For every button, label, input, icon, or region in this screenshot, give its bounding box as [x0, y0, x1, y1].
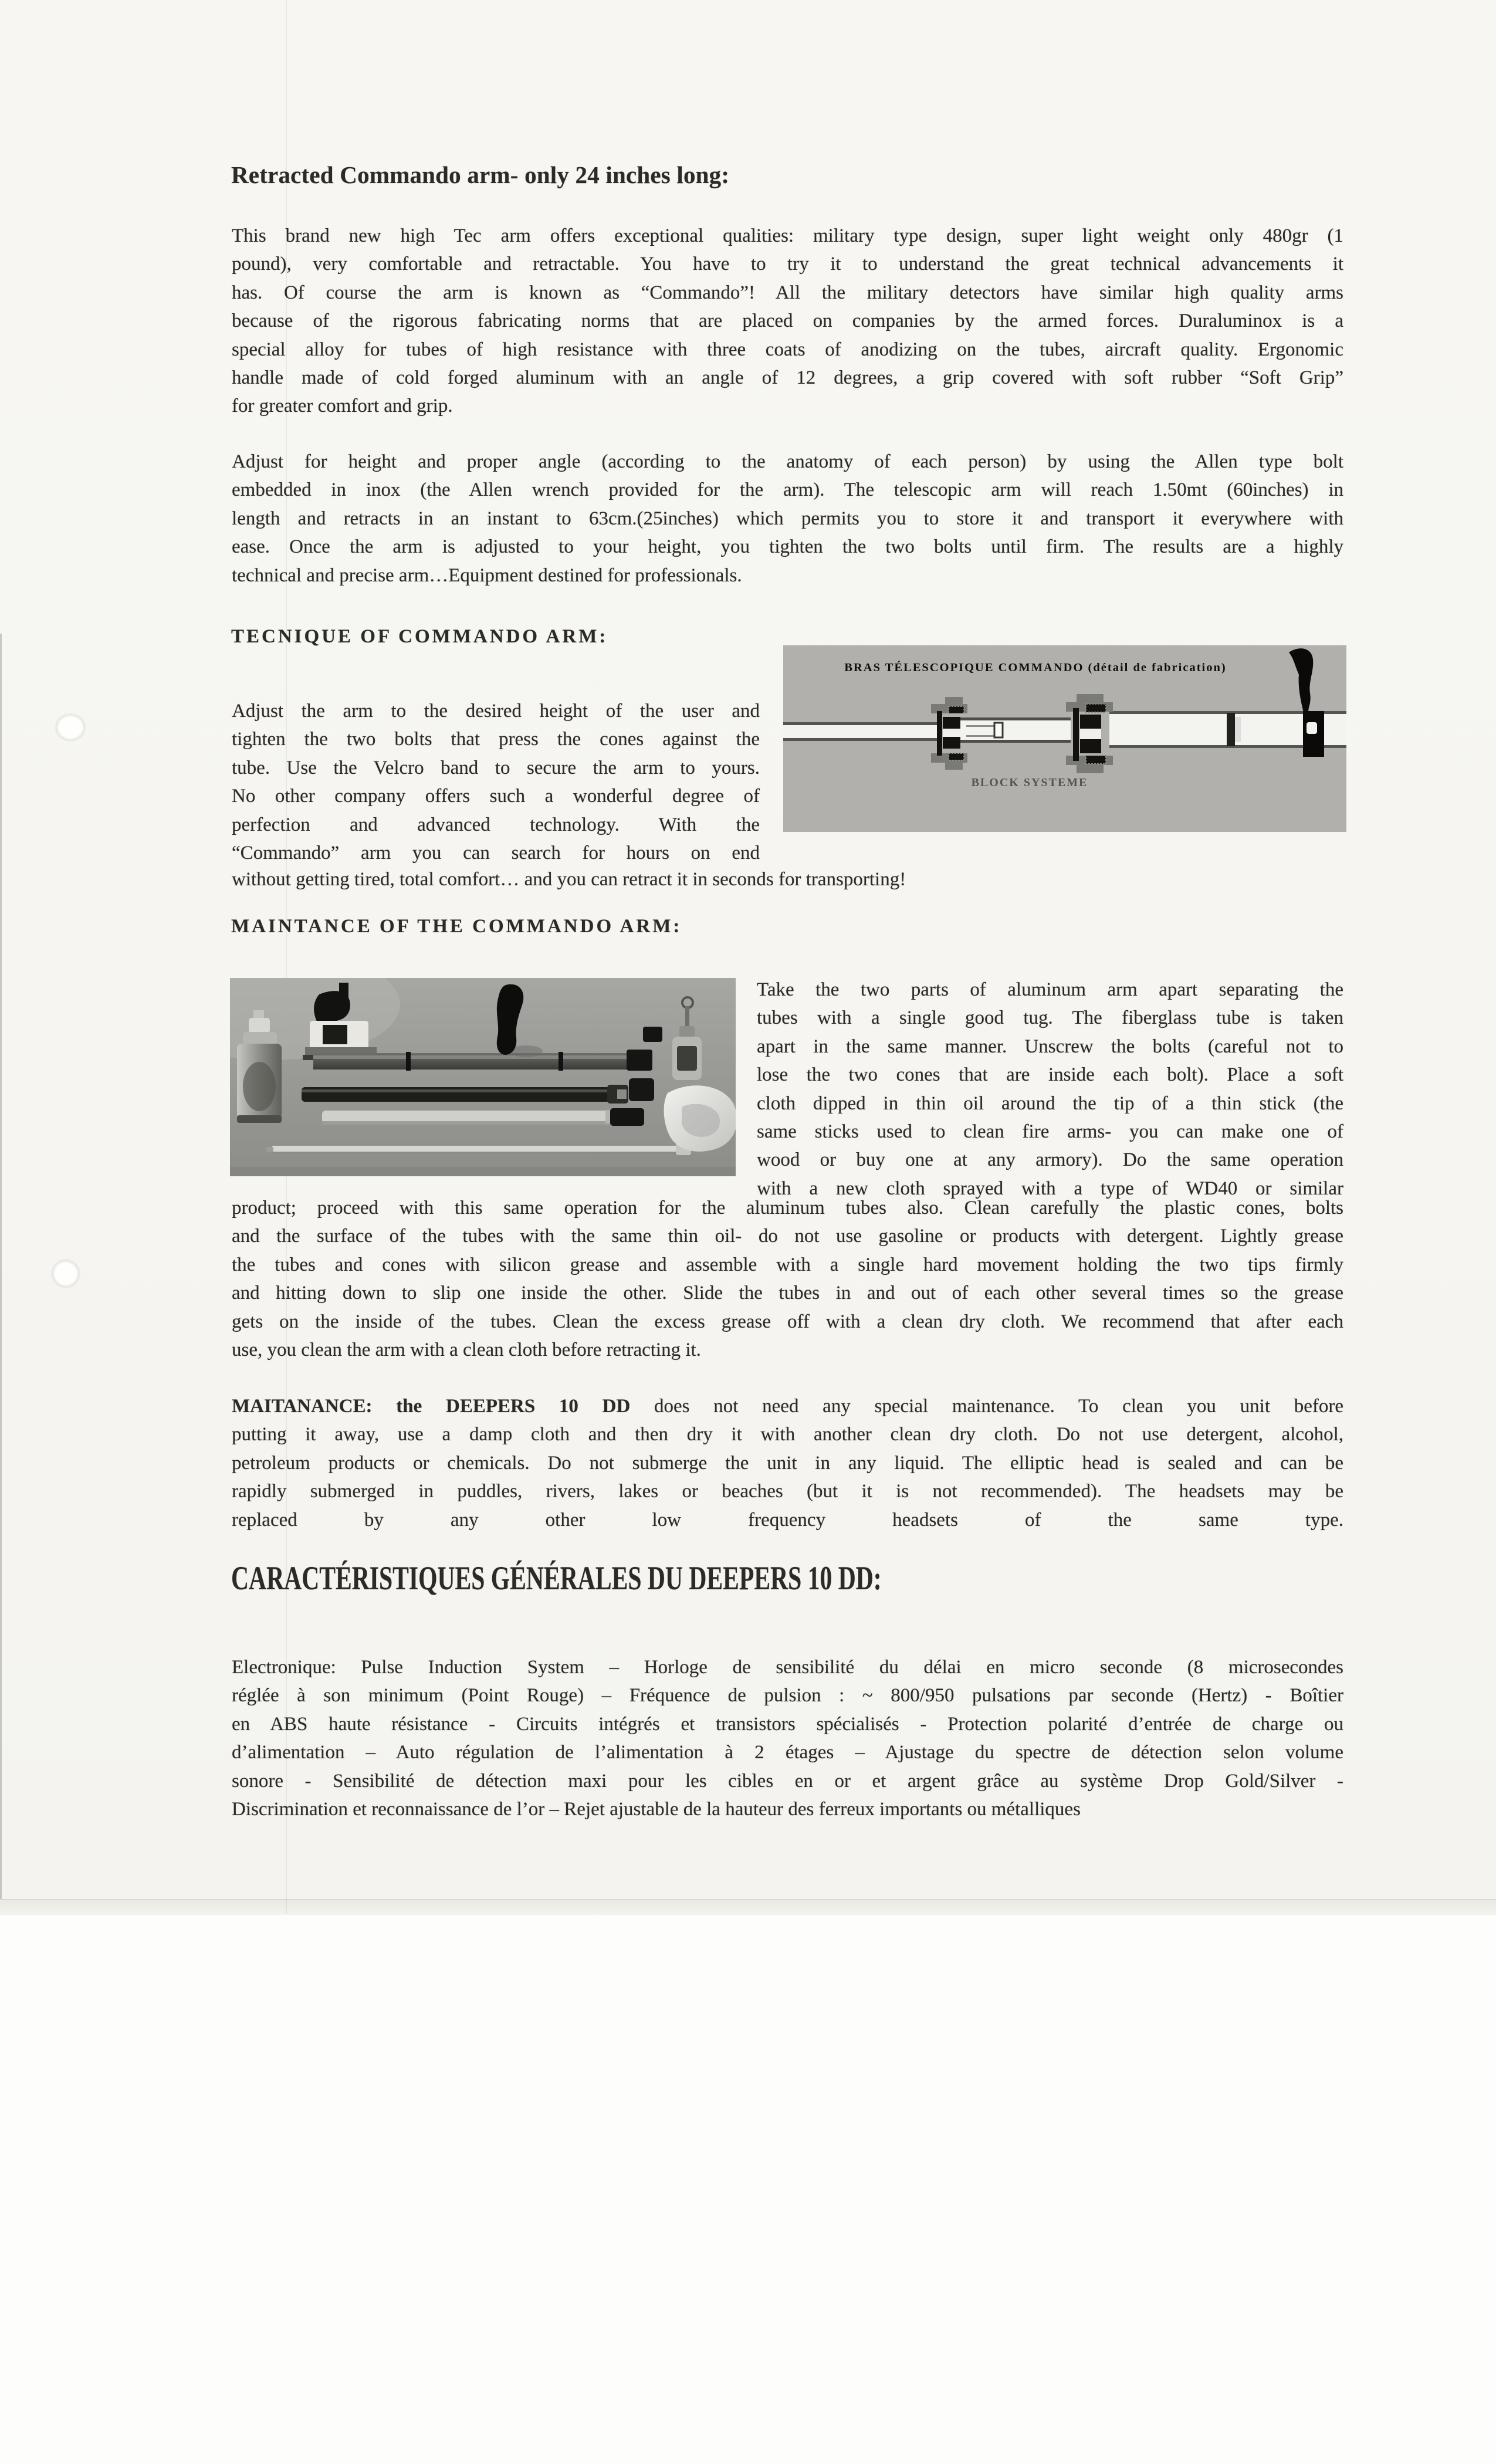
caracteristiques-heading-text: CARACTÉRISTIQUES GÉNÉRALES DU DEEPERS 10 DD:	[231, 1560, 882, 1597]
maintenance-arm-heading: MAINTANCE OF THE COMMANDO ARM:	[231, 916, 682, 937]
text-line: because of the rigorous fabricating norms that are placed on companies by the armed forces. Duraluminox is a	[232, 310, 1343, 332]
text-line: length and retracts in an instant to 63cm.(25inches) which permits you to store it and transport it everywhere with	[232, 507, 1343, 529]
black-tube	[302, 1085, 628, 1104]
text-line: for greater comfort and grip.	[232, 395, 453, 417]
text-line: has. Of course the arm is known as “Commando”! All the military detectors have similar high quality arms	[232, 282, 1343, 303]
text-line: d’alimentation – Auto régulation de l’alimentation à 2 étages – Ajustage du spectre de détection selon volume	[232, 1742, 1343, 1764]
text-line: This brand new high Tec arm offers exceptional qualities: military type design, super light weight only 480gr (1	[232, 225, 1343, 246]
text-line: tubes with a single good tug. The fiberglass tube is taken	[757, 1007, 1343, 1029]
deepers-maintenance-line1-rest: does not need any special maintenance. To clean you unit before	[630, 1396, 1343, 1417]
caracteristiques-paragraph	[232, 1653, 1343, 1823]
text-line: sonore - Sensibilité de détection maxi pour les cibles en or et argent grâce au système Drop Gold/Silver -	[232, 1770, 1343, 1792]
text-line: Discrimination et reconnaissance de l’or – Rejet ajustable de la hauteur des ferreux importants ou métalliques	[232, 1798, 1081, 1820]
punch-hole	[48, 1255, 84, 1292]
diagram-block-systeme-label: BLOCK SYSTEME	[971, 776, 1088, 789]
white-cloth	[664, 1085, 736, 1152]
text-line: Adjust for height and proper angle (according to the anatomy of each person) by using the Allen type bolt	[232, 451, 1343, 472]
text-line: réglée à son minimum (Point Rouge) – Fréquence de pulsion : ~ 800/950 pulsations par seconde (Hertz) - Boîtier	[232, 1685, 1343, 1707]
maintenance-arm-paragraph-column	[757, 976, 1343, 1203]
text-line: product; proceed with this same operation for the aluminum tubes also. Clean carefully the plastic cones, bolts	[232, 1197, 1343, 1219]
small-black-part	[643, 1027, 662, 1042]
scan-left-edge	[0, 634, 2, 1899]
text-line: en ABS haute résistance - Circuits intégrés et transistors spécialisés - Protection polarité d’entrée de charge ou	[232, 1713, 1343, 1735]
small-black-cone-part	[629, 1078, 654, 1101]
middle-tube	[959, 717, 1071, 743]
light-tube	[322, 1108, 644, 1126]
text-line: embedded in inox (the Allen wrench provided for the arm). The telescopic arm will reach 1.50mt (60inches) in	[232, 479, 1343, 501]
text-line: and hitting down to slip one inside the other. Slide the tubes in and out of each other several times so the grease	[232, 1282, 1343, 1304]
arm-parts-photo	[230, 978, 736, 1176]
text-line: with a new cloth sprayed with a type of WD40 or similar	[757, 1177, 1343, 1199]
text-line: use, you clean the arm with a clean cloth before retracting it.	[232, 1339, 701, 1360]
text-line: petroleum products or chemicals. Do not submerge the unit in any liquid. The elliptic head is sealed and can be	[232, 1452, 1343, 1474]
technique-paragraph-tail: without getting tired, total comfort… and you can retract it in seconds for transporting!	[232, 869, 906, 890]
text-line: apart in the same manner. Unscrew the bolts (careful not to	[757, 1035, 1343, 1057]
text-line: and the surface of the tubes with the same thin oil- do not use gasoline or products with detergent. Lightly grease	[232, 1226, 1343, 1247]
maintenance-arm-paragraph-full	[232, 1194, 1343, 1364]
intro-paragraph-2	[232, 448, 1343, 590]
scan-edge-band	[0, 1899, 1496, 1915]
thin-tube	[783, 722, 940, 741]
intro-paragraph-1	[232, 222, 1343, 421]
text-line: special alloy for tubes of high resistance with three coats of anodizing on the tubes, aircraft quality. Ergonomic	[232, 339, 1343, 360]
caracteristiques-heading	[231, 1561, 1122, 1597]
deepers-maintenance-lines	[232, 1420, 1343, 1534]
text-line: Electronique: Pulse Induction System – Horloge de sensibilité du délai en micro seconde (8 microsecondes	[232, 1657, 1343, 1678]
text-line: gets on the inside of the tubes. Clean the excess grease off with a clean dry cloth. We recommend that after each	[232, 1311, 1343, 1332]
text-line: same sticks used to clean fire arms- you can make one of	[757, 1121, 1343, 1142]
diagram-title: BRAS TÉLESCOPIQUE COMMANDO (détail de fabrication)	[844, 661, 1227, 674]
punch-hole	[51, 710, 90, 745]
text-line: lose the two cones that are inside each bolt). Place a soft	[757, 1064, 1343, 1086]
text-line: perfection and advanced technology. With the	[232, 814, 760, 835]
text-line: tighten the two bolts that press the cones against the	[232, 729, 760, 750]
deepers-maintenance-lead: MAITANANCE: the DEEPERS 10 DD	[232, 1396, 631, 1417]
deepers-maintenance-paragraph	[232, 1392, 1343, 1534]
text-line: ease. Once the arm is adjusted to your height, you tighten the two bolts until firm. The results are a highly	[232, 536, 1343, 558]
photo-bottom-shadow	[230, 1167, 736, 1176]
text-line: putting it away, use a damp cloth and then dry it with another clean dry cloth. Do not use detergent, alcohol,	[232, 1424, 1343, 1446]
technique-paragraph-column	[232, 697, 760, 867]
text-line: Take the two parts of aluminum arm apart separating the	[757, 979, 1343, 1000]
text-line: rapidly submerged in puddles, rivers, lakes or beaches (but it is not recommended). The headsets may be	[232, 1481, 1343, 1502]
technique-heading: TECNIQUE OF COMMANDO ARM:	[231, 626, 608, 647]
text-line: tube. Use the Velcro band to secure the arm to yours.	[232, 757, 760, 779]
telescopic-arm-diagram	[783, 645, 1346, 832]
text-line	[232, 1392, 1343, 1420]
intro-heading: Retracted Commando arm- only 24 inches long:	[231, 161, 730, 188]
text-line: Adjust the arm to the desired height of the user and	[232, 700, 760, 722]
text-line: cloth dipped in thin oil around the tip of a thin stick (the	[757, 1092, 1343, 1114]
text-line: handle made of cold forged aluminum with an angle of 12 degrees, a grip covered with soft rubber “Soft Grip”	[232, 367, 1343, 388]
text-line: wood or buy one at any armory). Do the same operation	[757, 1149, 1343, 1171]
text-line: “Commando” arm you can search for hours on end	[232, 842, 760, 864]
text-line: No other company offers such a wonderful degree of	[232, 786, 760, 807]
text-line: the tubes and cones with silicon grease and assemble with a single hard movement holding the two tips firmly	[232, 1254, 1343, 1275]
text-line: technical and precise arm…Equipment destined for professionals.	[232, 564, 742, 586]
text-line: pound), very comfortable and retractable. You have to try it to understand the great technical advancements it	[232, 253, 1343, 275]
text-line: replaced by any other low frequency headsets of the same type.	[232, 1509, 1343, 1531]
